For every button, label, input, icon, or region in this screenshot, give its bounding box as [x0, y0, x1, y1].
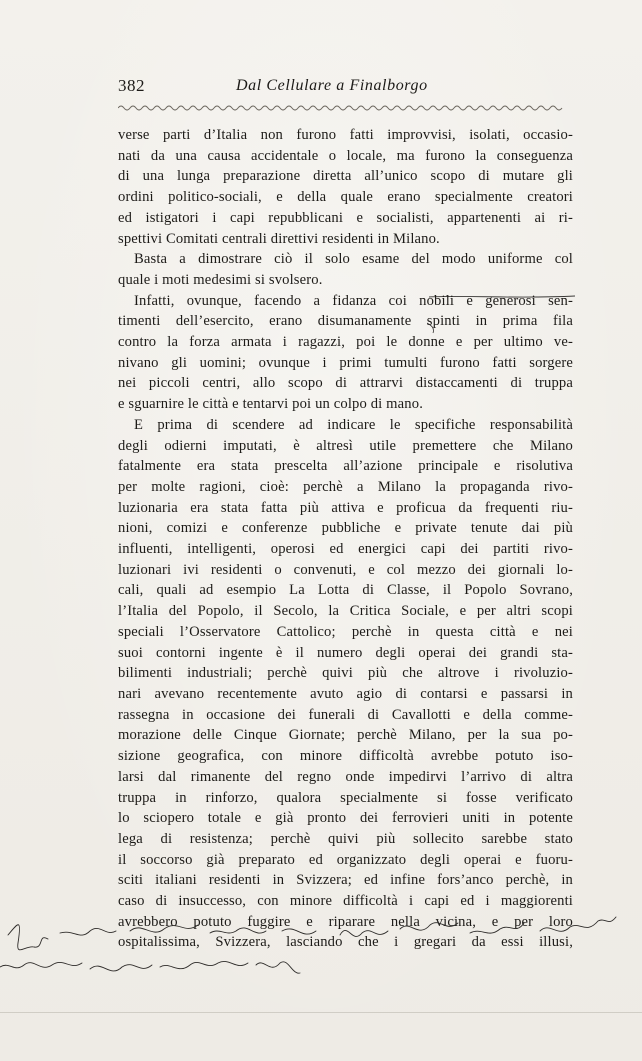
text-line: nioni, comizi e conferenze pubbliche e private tenute dai più	[118, 520, 573, 537]
text-line: lega di resistenza; perchè quivi più sollecito sarebbe stato	[118, 830, 573, 847]
text-line: nati da una causa accidentale o locale, ma furono la conseguenza	[118, 147, 573, 164]
page-edge-line	[0, 1012, 642, 1013]
text-line: suoi contorni ingente è il numero degli operai dei grandi sta-	[118, 644, 573, 661]
text-line: ordini politico-sociali, e della quale erano specialmente creatori	[118, 189, 573, 206]
text-line: di una lunga preparazione diretta all’unico scopo di mutare gli	[118, 168, 573, 185]
text-line: spettivi Comitati centrali direttivi residenti in Milano.	[118, 230, 440, 247]
text-line: influenti, intelligenti, operosi ed energici capi dei partiti rivo-	[118, 541, 573, 558]
text-line: larsi dal rimanente del regno onde impedirvi l’arrivo di altra	[118, 768, 573, 785]
text-line: nei piccoli centri, allo scopo di attrarvi distaccamenti di truppa	[118, 375, 573, 392]
running-title: Dal Cellulare a Finalborgo	[236, 77, 428, 94]
text-line: sizione geografica, con minore difficoltà avrebbe potuto iso-	[118, 748, 573, 765]
text-line: sciti italiani residenti in Svizzera; ed infine fors’anco perchè, in	[118, 872, 573, 889]
text-line: cali, quali ad esempio La Lotta di Classe, il Popolo Sovrano,	[118, 582, 573, 599]
text-line: degli odierni imputati, è altresì utile premettere che Milano	[118, 437, 573, 454]
text-line: lo sciopero totale e già pronto dei ferrovieri uniti in potente	[118, 810, 573, 827]
text-line: avrebbero potuto fuggire e riparare nella vicina, e per loro	[118, 913, 573, 930]
text-line: timenti dell’esercito, erano disumanamente spinti in prima fila	[118, 313, 573, 330]
text-line: speciali l’Osservatore Cattolico; perchè in questa città e nei	[118, 623, 573, 640]
text-line: morazione delle Cinque Giornate; perchè Milano, per la sua po-	[118, 727, 573, 744]
text-line: luzionaria era stata fatta più attiva e proficua da frequenti riu-	[118, 499, 573, 516]
text-line: ospitalissima, Svizzera, lasciando che i gregari da essi illusi,	[118, 934, 573, 951]
text-line: per molte ragioni, cioè: perchè a Milano la propaganda rivo-	[118, 478, 573, 495]
text-line: verse parti d’Italia non furono fatti improvvisi, isolati, occasio-	[118, 127, 573, 143]
text-line: contro la forza armata i ragazzi, poi le donne e per ultimo ve-	[118, 334, 573, 351]
page-number: 382	[118, 76, 145, 95]
pencil-handwritten-note	[0, 905, 642, 995]
text-line: nivano gli uomini; ovunque i primi tumulti furono fatti sorgere	[118, 354, 573, 371]
header-ornament-rule	[118, 104, 573, 112]
text-line: rassegna in occasione dei funerali di Cavallotti e della comme-	[118, 706, 573, 723]
text-line: Basta a dimostrare ciò il solo esame del modo uniforme col	[134, 251, 573, 268]
text-line: caso di insuccesso, con minore difficoltà i capi ed i maggiorenti	[118, 893, 573, 910]
body-text	[118, 125, 573, 953]
text-line: E prima di scendere ad indicare le specifiche responsabilità	[134, 416, 573, 433]
text-line: il soccorso già preparato ed organizzato degli operai e fuoru-	[118, 851, 573, 868]
text-line: nari avevano recentemente avuto agio di contarsi e passarsi in	[118, 685, 573, 702]
text-line: Infatti, ovunque, facendo a fidanza coi nobili e generosi sen-	[134, 292, 573, 309]
page-header	[118, 76, 573, 100]
text-line: truppa in rinforzo, qualora specialmente si fosse verificato	[118, 789, 573, 806]
text-line: quale i moti medesimi si svolsero.	[118, 271, 323, 288]
text-line: l’Italia del Popolo, il Secolo, la Critica Sociale, e per altri scopi	[118, 603, 573, 620]
text-line: e sguarnire le città e tentarvi poi un colpo di mano.	[118, 396, 423, 413]
text-line: fatalmente era stata prescelta all’azione principale e risolutiva	[118, 458, 573, 475]
text-line: bilimenti industriali; perchè quivi più che altrove i rivoluzio-	[118, 665, 573, 682]
text-line: ed istigatori i capi repubblicani e socialisti, appartenenti ai ri-	[118, 209, 573, 226]
text-line: luzionari ivi residenti o convenuti, e col mezzo dei giornali lo-	[118, 561, 573, 578]
